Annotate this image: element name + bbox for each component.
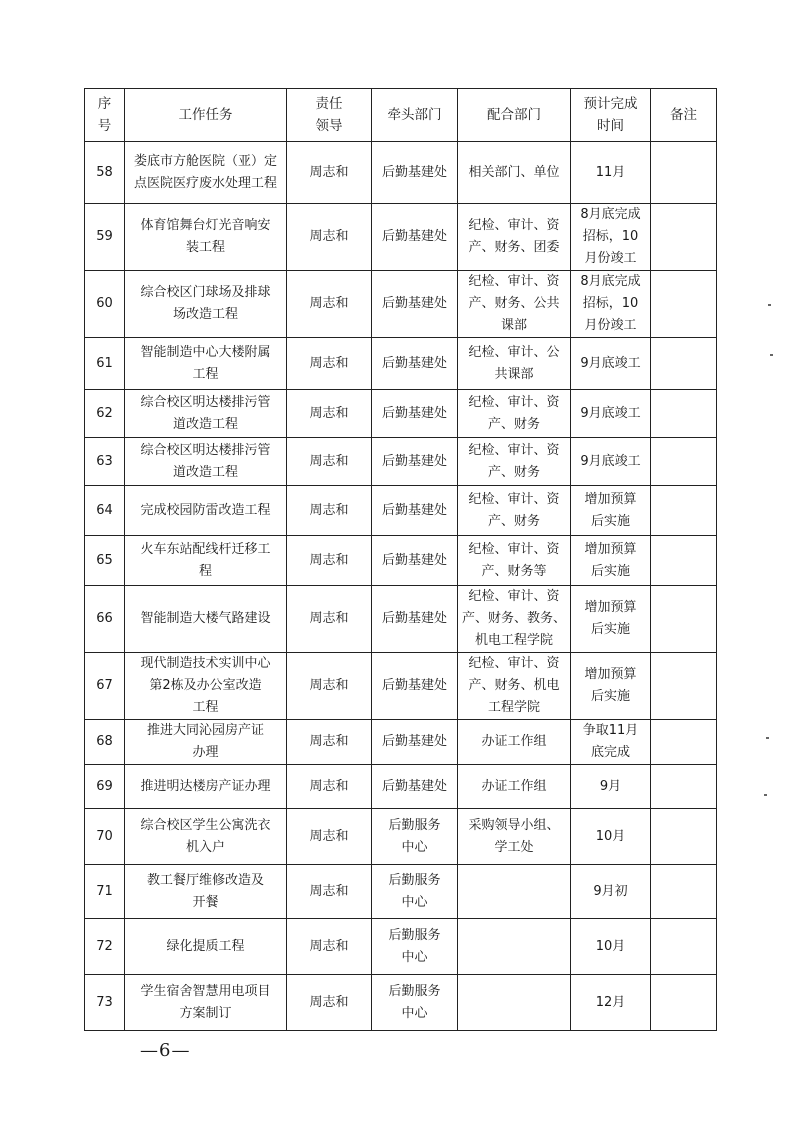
lead-dept-cell: 后勤基建处 <box>372 586 458 653</box>
lead-dept-cell: 后勤基建处 <box>372 438 458 486</box>
note-cell <box>651 438 717 486</box>
header-coop-dept: 配合部门 <box>458 89 571 142</box>
deadline-cell: 11月 <box>571 142 651 204</box>
row-number: 59 <box>85 204 125 271</box>
leader-cell: 周志和 <box>287 204 372 271</box>
note-cell <box>651 390 717 438</box>
deadline-cell: 12月 <box>571 975 651 1031</box>
deadline-cell: 增加预算 后实施 <box>571 486 651 536</box>
header-note: 备注 <box>651 89 717 142</box>
lead-dept-cell: 后勤服务 中心 <box>372 975 458 1031</box>
row-number: 69 <box>85 765 125 809</box>
leader-cell: 周志和 <box>287 338 372 390</box>
note-cell <box>651 486 717 536</box>
coop-dept-cell: 纪检、审计、资 产、财务等 <box>458 536 571 586</box>
row-number: 68 <box>85 720 125 765</box>
note-cell <box>651 271 717 338</box>
note-cell <box>651 765 717 809</box>
scan-speck <box>768 304 771 306</box>
task-cell: 推进明达楼房产证办理 <box>125 765 287 809</box>
lead-dept-cell: 后勤基建处 <box>372 390 458 438</box>
row-number: 60 <box>85 271 125 338</box>
deadline-cell: 9月底竣工 <box>571 438 651 486</box>
header-leader: 责任 领导 <box>287 89 372 142</box>
task-cell: 现代制造技术实训中心 第2栋及办公室改造 工程 <box>125 653 287 720</box>
table-row <box>85 586 717 653</box>
deadline-cell: 9月底竣工 <box>571 338 651 390</box>
table-row <box>85 338 717 390</box>
leader-cell: 周志和 <box>287 975 372 1031</box>
table-row <box>85 536 717 586</box>
table-row <box>85 865 717 919</box>
note-cell <box>651 975 717 1031</box>
table-row <box>85 919 717 975</box>
row-number: 63 <box>85 438 125 486</box>
table-row <box>85 720 717 765</box>
row-number: 72 <box>85 919 125 975</box>
note-cell <box>651 809 717 865</box>
header-lead-dept: 牵头部门 <box>372 89 458 142</box>
deadline-cell: 9月 <box>571 765 651 809</box>
header-no: 序 号 <box>85 89 125 142</box>
lead-dept-cell: 后勤基建处 <box>372 142 458 204</box>
table-row <box>85 975 717 1031</box>
leader-cell: 周志和 <box>287 438 372 486</box>
task-cell: 智能制造大楼气路建设 <box>125 586 287 653</box>
coop-dept-cell <box>458 975 571 1031</box>
note-cell <box>651 865 717 919</box>
table-row <box>85 142 717 204</box>
coop-dept-cell: 纪检、审计、资 产、财务、团委 <box>458 204 571 271</box>
leader-cell: 周志和 <box>287 919 372 975</box>
deadline-cell: 9月初 <box>571 865 651 919</box>
deadline-cell: 10月 <box>571 809 651 865</box>
note-cell <box>651 720 717 765</box>
leader-cell: 周志和 <box>287 765 372 809</box>
lead-dept-cell: 后勤基建处 <box>372 204 458 271</box>
deadline-cell: 8月底完成 招标，10 月份竣工 <box>571 204 651 271</box>
coop-dept-cell <box>458 865 571 919</box>
table-row <box>85 271 717 338</box>
lead-dept-cell: 后勤基建处 <box>372 536 458 586</box>
lead-dept-cell: 后勤服务 中心 <box>372 919 458 975</box>
task-cell: 学生宿舍智慧用电项目 方案制订 <box>125 975 287 1031</box>
lead-dept-cell: 后勤基建处 <box>372 486 458 536</box>
coop-dept-cell: 办证工作组 <box>458 765 571 809</box>
coop-dept-cell: 纪检、审计、资 产、财务、机电 工程学院 <box>458 653 571 720</box>
table-row <box>85 653 717 720</box>
row-number: 61 <box>85 338 125 390</box>
table-row <box>85 438 717 486</box>
leader-cell: 周志和 <box>287 271 372 338</box>
task-cell: 智能制造中心大楼附属 工程 <box>125 338 287 390</box>
coop-dept-cell <box>458 919 571 975</box>
leader-cell: 周志和 <box>287 142 372 204</box>
table-row <box>85 486 717 536</box>
header-deadline: 预计完成 时间 <box>571 89 651 142</box>
task-cell: 综合校区明达楼排污管 道改造工程 <box>125 438 287 486</box>
task-cell: 体育馆舞台灯光音响安 装工程 <box>125 204 287 271</box>
header-task: 工作任务 <box>125 89 287 142</box>
task-table <box>84 88 717 1031</box>
table-row <box>85 204 717 271</box>
lead-dept-cell: 后勤基建处 <box>372 338 458 390</box>
note-cell <box>651 204 717 271</box>
table-row <box>85 765 717 809</box>
note-cell <box>651 536 717 586</box>
task-cell: 完成校园防雷改造工程 <box>125 486 287 536</box>
row-number: 62 <box>85 390 125 438</box>
lead-dept-cell: 后勤服务 中心 <box>372 865 458 919</box>
leader-cell: 周志和 <box>287 809 372 865</box>
note-cell <box>651 653 717 720</box>
leader-cell: 周志和 <box>287 536 372 586</box>
coop-dept-cell: 办证工作组 <box>458 720 571 765</box>
row-number: 71 <box>85 865 125 919</box>
coop-dept-cell: 采购领导小组、 学工处 <box>458 809 571 865</box>
leader-cell: 周志和 <box>287 486 372 536</box>
row-number: 67 <box>85 653 125 720</box>
task-cell: 娄底市方舱医院（亚）定 点医院医疗废水处理工程 <box>125 142 287 204</box>
row-number: 65 <box>85 536 125 586</box>
deadline-cell: 争取11月 底完成 <box>571 720 651 765</box>
deadline-cell: 增加预算 后实施 <box>571 536 651 586</box>
deadline-cell: 10月 <box>571 919 651 975</box>
scan-speck <box>764 794 767 796</box>
task-cell: 教工餐厅维修改造及 开餐 <box>125 865 287 919</box>
scan-speck <box>770 354 773 356</box>
row-number: 64 <box>85 486 125 536</box>
coop-dept-cell: 纪检、审计、资 产、财务 <box>458 486 571 536</box>
lead-dept-cell: 后勤基建处 <box>372 271 458 338</box>
note-cell <box>651 338 717 390</box>
coop-dept-cell: 纪检、审计、资 产、财务 <box>458 390 571 438</box>
lead-dept-cell: 后勤基建处 <box>372 765 458 809</box>
task-cell: 绿化提质工程 <box>125 919 287 975</box>
task-cell: 综合校区明达楼排污管 道改造工程 <box>125 390 287 438</box>
note-cell <box>651 586 717 653</box>
coop-dept-cell: 纪检、审计、资 产、财务、教务、 机电工程学院 <box>458 586 571 653</box>
leader-cell: 周志和 <box>287 653 372 720</box>
leader-cell: 周志和 <box>287 720 372 765</box>
leader-cell: 周志和 <box>287 586 372 653</box>
lead-dept-cell: 后勤基建处 <box>372 720 458 765</box>
deadline-cell: 增加预算 后实施 <box>571 653 651 720</box>
table-row <box>85 390 717 438</box>
row-number: 58 <box>85 142 125 204</box>
coop-dept-cell: 相关部门、单位 <box>458 142 571 204</box>
deadline-cell: 增加预算 后实施 <box>571 586 651 653</box>
leader-cell: 周志和 <box>287 390 372 438</box>
task-cell: 推进大同沁园房产证 办理 <box>125 720 287 765</box>
note-cell <box>651 142 717 204</box>
coop-dept-cell: 纪检、审计、资 产、财务 <box>458 438 571 486</box>
scan-speck <box>766 737 769 739</box>
deadline-cell: 9月底竣工 <box>571 390 651 438</box>
lead-dept-cell: 后勤服务 中心 <box>372 809 458 865</box>
table-header-row <box>85 89 717 142</box>
row-number: 73 <box>85 975 125 1031</box>
row-number: 66 <box>85 586 125 653</box>
page-number: —6— <box>140 1040 191 1061</box>
task-cell: 综合校区学生公寓洗衣 机入户 <box>125 809 287 865</box>
coop-dept-cell: 纪检、审计、公 共课部 <box>458 338 571 390</box>
row-number: 70 <box>85 809 125 865</box>
deadline-cell: 8月底完成 招标，10 月份竣工 <box>571 271 651 338</box>
task-cell: 综合校区门球场及排球 场改造工程 <box>125 271 287 338</box>
task-cell: 火车东站配线杆迁移工 程 <box>125 536 287 586</box>
leader-cell: 周志和 <box>287 865 372 919</box>
note-cell <box>651 919 717 975</box>
table-row <box>85 809 717 865</box>
lead-dept-cell: 后勤基建处 <box>372 653 458 720</box>
coop-dept-cell: 纪检、审计、资 产、财务、公共 课部 <box>458 271 571 338</box>
